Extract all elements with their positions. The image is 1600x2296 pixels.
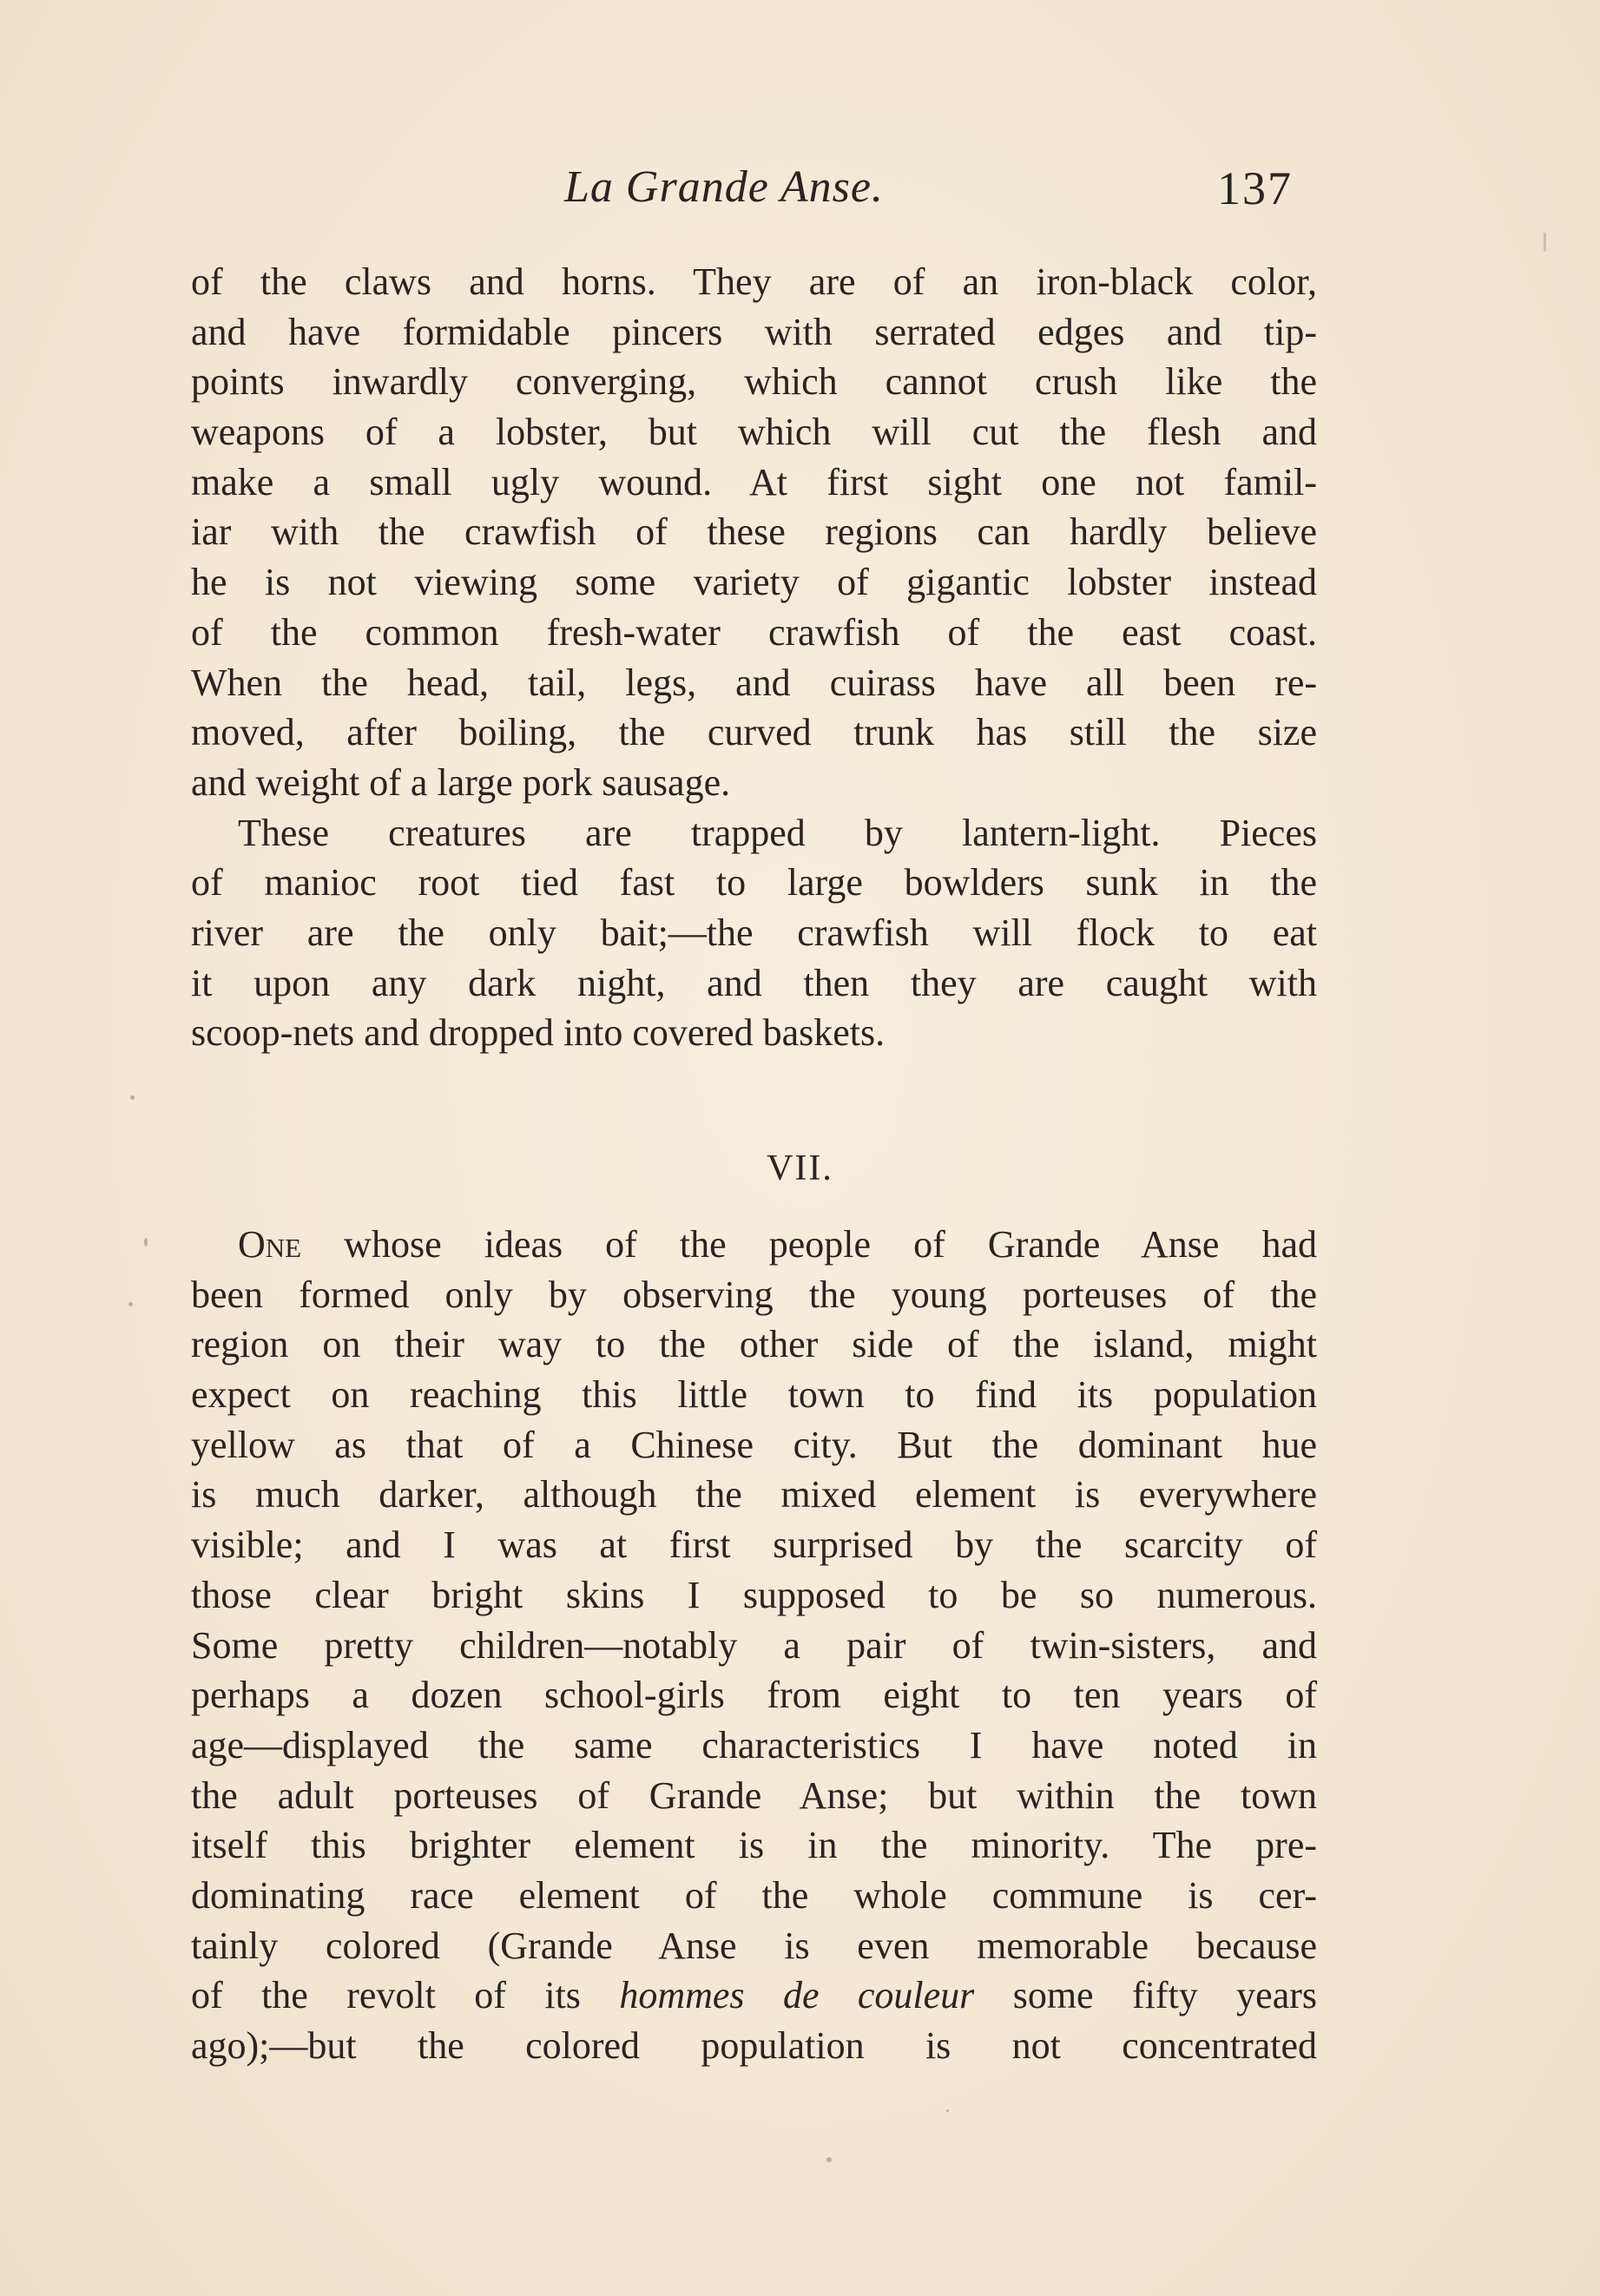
text-line: river are the only bait;—the crawfish will flock to eat — [191, 911, 1317, 954]
text-line: region on their way to the other side of the island, might — [191, 1323, 1317, 1366]
text-line: When the head, tail, legs, and cuirass have all been re- — [191, 661, 1317, 704]
section-heading: VII. — [767, 1148, 833, 1188]
paper-speck — [1544, 233, 1546, 252]
paper-speck — [128, 1302, 133, 1306]
text-line: weapons of a lobster, but which will cut the flesh and — [191, 411, 1317, 454]
text-line: he is not viewing some variety of gigantic lobster instead — [191, 561, 1317, 604]
crawfish-text — [191, 257, 1317, 1058]
text-line: those clear bright skins I supposed to be so numerous. — [191, 1573, 1317, 1616]
page-header — [0, 155, 1600, 224]
text-line: These creatures are trapped by lantern-light. Pieces — [238, 811, 1317, 854]
text-line: itself this brighter element is in the minority. The pre- — [191, 1824, 1317, 1867]
section-vii-text — [191, 1220, 1317, 2071]
paper-speck — [946, 2109, 949, 2112]
text-line: Some pretty children—notably a pair of twin-sisters, and — [191, 1623, 1317, 1667]
paragraph-population — [191, 1220, 1317, 2071]
text-line: perhaps a dozen school-girls from eight to ten years of — [191, 1674, 1317, 1717]
text-line: make a small ugly wound. At first sight one not famil- — [191, 460, 1317, 503]
text-line: tainly colored (Grande Anse is even memorable because — [191, 1924, 1317, 1967]
text-line: yellow as that of a Chinese city. But the dominant hue — [191, 1423, 1317, 1466]
text-line: expect on reaching this little town to find its population — [191, 1373, 1317, 1417]
opening-word: One — [238, 1223, 302, 1266]
text-line: scoop-nets and dropped into covered baskets. — [191, 1011, 886, 1055]
paper-speck — [826, 2157, 832, 2162]
text-line: it upon any dark night, and then they are caught with — [191, 961, 1317, 1004]
text-line: visible; and I was at first surprised by the scarcity of — [191, 1523, 1317, 1567]
page-number: 137 — [1217, 162, 1293, 214]
paper-speck — [130, 1095, 135, 1100]
italic-line-before: of the revolt of its — [191, 1974, 620, 2017]
text-line: moved, after boiling, the curved trunk has still the size — [191, 711, 1317, 754]
italic-line-after: some fifty years — [974, 1974, 1317, 2017]
text-line: of the claws and horns. They are of an iron-black color, — [191, 260, 1317, 303]
text-line: the adult porteuses of Grande Anse; but within the town — [191, 1773, 1317, 1817]
text-line-italic — [191, 1970, 1317, 2021]
paper-speck — [144, 1238, 148, 1247]
paragraph-crawfish-trapping — [191, 808, 1317, 1058]
text-line: and weight of a large pork sausage. — [191, 760, 731, 804]
text-line: been formed only by observing the young porteuses of the — [191, 1273, 1317, 1316]
text-line: age—displayed the same characteristics I have noted in — [191, 1723, 1317, 1766]
text-line: dominating race element of the whole commune is cer- — [191, 1873, 1317, 1917]
text-line: of manioc root tied fast to large bowlders sunk in the — [191, 861, 1317, 905]
text-line-opening — [191, 1220, 1317, 1270]
text-line: and have formidable pincers with serrated edges and tip- — [191, 310, 1317, 353]
text-line: of the common fresh-water crawfish of the east coast. — [191, 610, 1317, 654]
text-line: points inwardly converging, which cannot crush like the — [191, 360, 1317, 404]
italic-phrase: hommes de couleur — [619, 1974, 975, 2017]
text-line: ago);—but the colored population is not concentrated — [191, 2024, 1317, 2067]
opening-line-rest: whose ideas of the people of Grande Anse had — [301, 1223, 1317, 1266]
paragraph-crawfish-description — [191, 257, 1317, 808]
running-title: La Grande Anse. — [564, 162, 884, 212]
text-line: is much darker, although the mixed element is everywhere — [191, 1473, 1317, 1516]
text-line: iar with the crawfish of these regions can hardly believe — [191, 510, 1317, 554]
